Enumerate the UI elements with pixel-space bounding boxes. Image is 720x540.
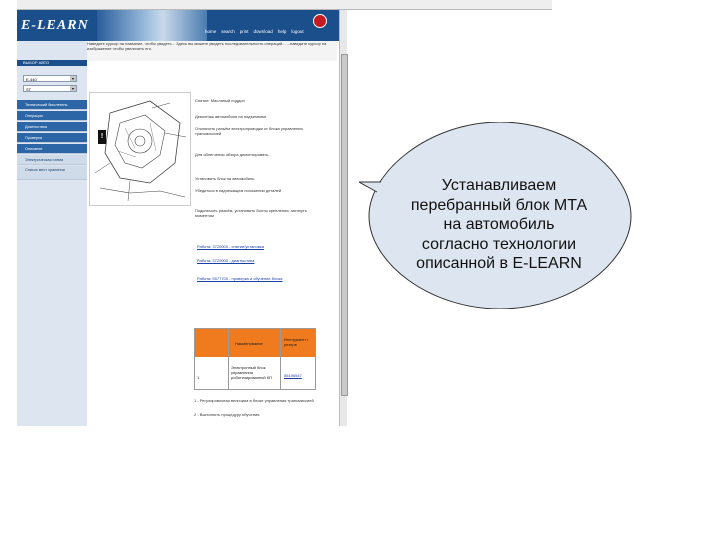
nav-home[interactable]: home <box>205 29 217 34</box>
table-divider <box>228 329 229 389</box>
intro-text: Наведите курсор на название, чтобы увидеть... Здесь вы можете увидеть последовательность операций... ...наведите курсор на изображение чтобы увеличить его. <box>87 41 337 61</box>
warning-icon: ! <box>98 130 106 144</box>
content-line-1: Демонтаж автомобиля на подъемнике <box>195 114 267 119</box>
version-select[interactable] <box>23 85 77 92</box>
callout-line-2: перебранный блок МТА <box>410 196 588 214</box>
sidebar-item-diagnostics[interactable]: Диагностика <box>17 122 87 132</box>
main-content <box>89 92 337 426</box>
model-select-value: E-440 <box>26 77 37 82</box>
version-select-value: ST <box>26 87 32 92</box>
app-header <box>17 10 342 41</box>
table-row-number: 1 <box>197 375 200 380</box>
top-nav <box>205 29 304 34</box>
table-header-name: Наименование <box>235 341 263 346</box>
scrollbar-thumb[interactable] <box>341 54 348 396</box>
content-line-2: Отключить разъём электропроводки от блока управления трансмиссией <box>195 126 303 136</box>
step-header <box>195 98 315 103</box>
sidebar-item-description[interactable]: Описание <box>17 144 87 154</box>
table-divider <box>280 329 281 389</box>
header-photo <box>97 10 207 41</box>
app-logo: E-LEARN <box>21 18 89 33</box>
sidebar-item-operations[interactable]: Операции <box>17 111 87 121</box>
work-link-2[interactable]: Работа: 3720000 - диагностика <box>197 258 255 263</box>
callout-line-1: Устанавливаем <box>441 177 557 194</box>
nav-download[interactable]: download <box>253 29 273 34</box>
nav-help[interactable]: help <box>277 29 287 34</box>
callout-text <box>359 176 639 274</box>
content-line-6: Подключить разъём, установить болты крепления, затянуть моментом <box>195 208 307 218</box>
content-line-5: Убедиться в надлежащем положении деталей <box>195 188 282 193</box>
callout-line-3: на автомобиль <box>443 216 555 233</box>
sidebar-item-storage[interactable]: Список мест хранения <box>17 166 87 180</box>
parts-table <box>194 328 316 390</box>
model-select[interactable] <box>23 75 77 82</box>
sidebar-item-check[interactable]: Проверка <box>17 133 87 143</box>
table-header-tool: Инструмент / резерв <box>284 337 309 347</box>
sidebar-item-wiring[interactable]: Электрическая схема <box>17 155 87 165</box>
work-link-1[interactable]: Работа: 3720000 - снятие/установка <box>197 244 264 249</box>
engine-diagram-image <box>90 93 190 205</box>
nav-logout[interactable]: logout <box>291 29 304 34</box>
nav-search[interactable]: search <box>221 29 235 34</box>
footnote-2: 2 - Выполнить процедуру обучения <box>194 412 260 417</box>
callout-line-4: согласно технологии <box>421 235 577 253</box>
sidebar-title: ВЫБОР АВТО <box>17 60 87 66</box>
chevron-down-icon[interactable]: ▾ <box>71 86 74 91</box>
step-header-text: Снятие: Масляный поддон <box>195 98 245 103</box>
content-line-4: Установить блок на автомобиль <box>195 176 255 181</box>
callout-line-5: описанной в E-LEARN <box>416 255 582 272</box>
chevron-down-icon[interactable]: ▾ <box>71 76 74 81</box>
browser-toolbar <box>17 0 552 10</box>
nav-print[interactable]: print <box>239 29 249 34</box>
sidebar-item-bulletin[interactable]: Технический бюллетень <box>17 100 87 110</box>
footnote-1: 1 - Регулировочная величина в блоке управления трансмиссией <box>194 398 314 403</box>
brand-badge-icon <box>313 14 327 28</box>
table-row-link[interactable]: 55196547 <box>284 373 302 378</box>
scrollbar[interactable] <box>339 10 347 426</box>
content-line-3: Для облегчения обзора демонтировать... <box>195 152 272 157</box>
work-link-3[interactable]: Работа: 5577700 - проверка и обучение блока <box>197 276 283 281</box>
sidebar <box>17 41 87 426</box>
component-diagram[interactable] <box>89 92 191 206</box>
table-row-text: Электронный блок управления роботизированной КП <box>231 365 272 380</box>
